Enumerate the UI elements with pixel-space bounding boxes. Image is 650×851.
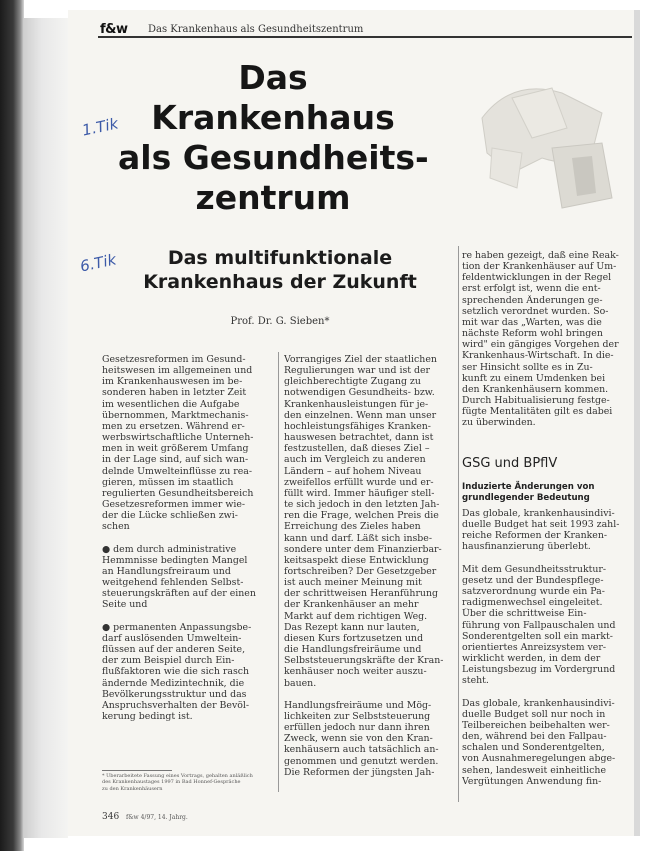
text-line: schalen und Sonderentgelten, (462, 742, 605, 754)
text-line: im Krankenhauswesen im be- (102, 376, 243, 388)
text-line: der Krankenhäuser an mehr (284, 599, 419, 611)
text-line: den, während bei den Fallpau- (462, 731, 607, 743)
text-line: zu den Krankenhäusern (102, 785, 163, 792)
text-line: kunft zu einem Umdenken bei (462, 372, 606, 384)
text-line: gesetz und der Bundespflege- (462, 574, 604, 586)
text-line: die Handlungsfreiräume und (284, 644, 422, 656)
text-line (284, 689, 454, 700)
text-line: kenhäusern auch tatsächlich an- (284, 744, 439, 756)
text-line: gleichberechtigte Zugang zu (284, 376, 421, 388)
text-line: Hemmnisse bedingten Mangel (102, 554, 248, 566)
footnote-rule (102, 770, 172, 771)
text-line: mit war das „Warten, was die (462, 316, 602, 328)
text-line: von Ausnahmeregelungen abge- (462, 753, 616, 765)
text-line: Anspruchsverhalten der Bevöl- (102, 699, 250, 711)
text-line: Selbststeuerungskräfte der Kran- (284, 655, 444, 667)
sculpture-photo (452, 58, 627, 233)
text-line: der schrittweisen Heranführung (284, 588, 439, 600)
text-line: heitswesen im allgemeinen und (102, 365, 253, 377)
text-line: auch im Vergleich zu anderen (284, 454, 426, 466)
running-header: Das Krankenhaus als Gesundheitszentrum (148, 24, 364, 35)
column-divider (458, 246, 459, 802)
text-line: des Krankenhaustages 1997 in Bad Honnef-Gespräche (102, 779, 241, 786)
text-line: erst erfolgt ist, wenn die ent- (462, 283, 601, 295)
text-line: wirklicht werden, in dem der (462, 653, 601, 665)
book-binding (0, 0, 24, 851)
journal-logo: f&w (100, 22, 128, 37)
text-line: tion der Krankenhäuser auf Um- (462, 261, 617, 273)
text-line: erfüllen jedoch nur dann ihren (284, 722, 430, 734)
text-line: lichkeiten zur Selbststeuerung (284, 711, 431, 722)
text-line: sondere unter dem Finanzierbar- (284, 543, 442, 555)
subtitle-line: Krankenhaus der Zukunft (143, 271, 417, 293)
text-line: reiche Reformen der Kranken- (462, 530, 608, 542)
text-line: zu überwinden. (462, 417, 536, 429)
text-line: Bevölkerungsstruktur und das (102, 688, 247, 700)
text-line: sehen, landesweit einheitliche (462, 764, 607, 776)
text-line: Das globale, krankenhausindivi- (462, 508, 615, 519)
text-line: feldentwicklungen in der Regel (462, 272, 612, 284)
text-line: Durch Habitualisierung festge- (462, 395, 610, 407)
text-line: kerung bedingt ist. (102, 711, 193, 722)
text-line: men in weit größerem Umfang (102, 443, 249, 455)
text-line: setzlich verordnet wurden. So- (462, 305, 609, 317)
text-line: kenhäuser noch weiter auszu- (284, 666, 427, 678)
column-right-top (462, 250, 630, 429)
text-line: füllt wird. Immer häufiger stell- (284, 487, 435, 499)
text-line: Vergütungen Anwendung fin- (462, 775, 602, 787)
text-line: steht. (462, 675, 489, 687)
text-line: fügte Mentalitäten gilt es dabei (462, 406, 613, 418)
text-line: duelle Budget soll nur noch in (462, 708, 606, 720)
text-line: hausfinanzierung überlebt. (462, 541, 591, 553)
text-line: genommen und genutzt werden. (284, 755, 439, 767)
column-middle (284, 354, 454, 778)
text-line: ● permanenten Anpassungsbe- (102, 621, 252, 633)
text-line: Gesetzesreformen immer wie- (102, 499, 246, 511)
text-line: schen (102, 521, 130, 533)
text-line: ren die Frage, welchen Preis die (284, 510, 439, 522)
text-line: weitgehend fehlenden Selbst- (102, 577, 244, 589)
column-left (102, 354, 272, 722)
text-line: der zum Beispiel durch Ein- (102, 655, 235, 667)
binding-shadow (24, 18, 68, 838)
handwritten-note: 1.Tik (80, 114, 120, 140)
text-line: Das Rezept kann nur lauten, (284, 621, 420, 633)
text-line: Teilbereichen beibehalten wer- (462, 719, 610, 731)
text-line: im wesentlichen die Aufgabe (102, 398, 240, 410)
text-line: fortschreiben? Der Gesetzgeber (284, 565, 437, 577)
text-line (102, 533, 272, 544)
text-line: Sonderentgelten soll ein markt- (462, 630, 613, 642)
text-line: Gesetzesreformen im Gesund- (102, 354, 246, 365)
text-line: Über die schrittweise Ein- (462, 608, 587, 620)
text-line: ändernde Medizintechnik, die (102, 677, 245, 689)
text-line: festzustellen, daß dieses Ziel – (284, 443, 430, 455)
text-line: führung von Fallpauschalen und (462, 619, 616, 631)
text-line: flüssen auf der anderen Seite, (102, 644, 246, 656)
text-line: * Überarbeitete Fassung eines Vortrags, gehalten anläßlich (102, 773, 253, 779)
text-line: Zweck, wenn sie von den Kran- (284, 733, 433, 745)
author-byline: Prof. Dr. G. Sieben* (230, 316, 330, 327)
text-line: gieren, müssen im staatlich (102, 476, 234, 488)
article-title (118, 58, 428, 218)
text-line: an Handlungsfreiraum und (102, 565, 231, 577)
text-line: duelle Budget hat seit 1993 zahl- (462, 519, 620, 531)
text-line: den einzelnen. Wenn man unser (284, 409, 437, 421)
text-line: sonderen haben in letzter Zeit (102, 387, 247, 399)
text-line: ● dem durch administrative (102, 543, 237, 555)
text-line: Krankenhausleistungen für je- (284, 398, 429, 410)
column-right-bottom (462, 508, 630, 787)
section-heading: GSG und BPflV (462, 456, 558, 471)
text-line: men zu ersetzen. Während er- (102, 420, 245, 432)
text-line: notwendigen Gesundheits- bzw. (284, 387, 435, 399)
text-line: delnde Umwelteinflüsse zu rea- (102, 465, 253, 477)
subtitle-line: Das multifunktionale (167, 247, 393, 269)
text-line: der die Lücke schließen zwi- (102, 510, 238, 522)
text-line: bauen. (284, 677, 317, 689)
title-line: als Gesundheits- (118, 138, 429, 177)
text-line: werbswirtschaftliche Unterneh- (102, 432, 254, 444)
text-line: Ländern – auf hohem Niveau (284, 465, 422, 477)
text-line: ist auch meiner Meinung mit (284, 577, 422, 589)
text-line: Das globale, krankenhausindivi- (462, 697, 615, 709)
text-line: ser Hinsicht sollte es in Zu- (462, 361, 593, 373)
text-line: Seite und (102, 599, 148, 611)
text-line: re haben gezeigt, daß eine Reak- (462, 250, 619, 261)
title-line: Krankenhaus (151, 98, 395, 137)
text-line: Handlungsfreiräume und Mög- (284, 699, 432, 711)
text-line: orientiertes Anreizsystem ver- (462, 641, 606, 653)
journal-reference: f&w 4/97, 14. Jahrg. (126, 814, 188, 821)
text-line: Erreichung des Zieles haben (284, 521, 421, 533)
text-line: wird" ein gängiges Vorgehen der (462, 339, 619, 351)
page-edge (634, 10, 640, 836)
text-line: regulierten Gesundheitsbereich (102, 487, 254, 499)
text-line: übernommen, Marktmechanis- (102, 409, 249, 421)
text-line (462, 687, 630, 698)
column-divider (278, 352, 279, 792)
title-line: zentrum (195, 178, 351, 217)
text-line: den Krankenhäusern kommen. (462, 383, 609, 395)
text-line: Markt auf dem richtigen Weg. (284, 610, 428, 622)
title-line: Das (238, 58, 308, 97)
text-line: Die Reformen der jüngsten Jah- (284, 766, 435, 778)
text-line: diesen Kurs fortzusetzen und (284, 632, 424, 644)
handwritten-note: 6.Tik (78, 250, 118, 276)
text-line: Krankenhaus-Wirtschaft. In die- (462, 350, 614, 362)
text-line: radigmenwechsel eingeleitet. (462, 597, 603, 609)
text-line: steuerungskräften auf der einen (102, 588, 256, 600)
article-subtitle (110, 246, 450, 294)
footnote (102, 773, 272, 792)
text-line: in der Lage sind, auf sich wan- (102, 454, 249, 466)
text-line: zweifellos erfüllt wurde und er- (284, 476, 434, 488)
text-line: nächste Reform wohl bringen (462, 328, 603, 340)
text-line: kann und darf. Läßt sich insbe- (284, 532, 433, 544)
text-line: Regulierungen war und ist der (284, 365, 431, 377)
text-line: keitsaspekt diese Entwicklung (284, 554, 429, 566)
text-line: te sich jedoch in den letzten Jah- (284, 499, 440, 511)
text-line: satzverordnung wurde ein Pa- (462, 586, 605, 598)
page-number: 346 (102, 812, 120, 822)
text-line: hauswesen betrachtet, dann ist (284, 432, 434, 444)
text-line: Vorrangiges Ziel der staatlichen (284, 354, 437, 365)
text-line: darf auslösenden Umweltein- (102, 632, 242, 644)
text-line: Leistungsbezug im Vordergrund (462, 664, 616, 676)
text-line: hochleistungsfähiges Kranken- (284, 420, 431, 432)
text-line: flußfaktoren wie die sich rasch (102, 666, 250, 678)
text-line: Mit dem Gesundheitsstruktur- (462, 563, 607, 575)
text-line: sprechenden Änderungen ge- (462, 294, 603, 306)
text-line (462, 553, 630, 564)
section-subheading: Induzierte Änderungen von grundlegender Bedeutung (462, 482, 595, 503)
text-line (102, 611, 272, 622)
